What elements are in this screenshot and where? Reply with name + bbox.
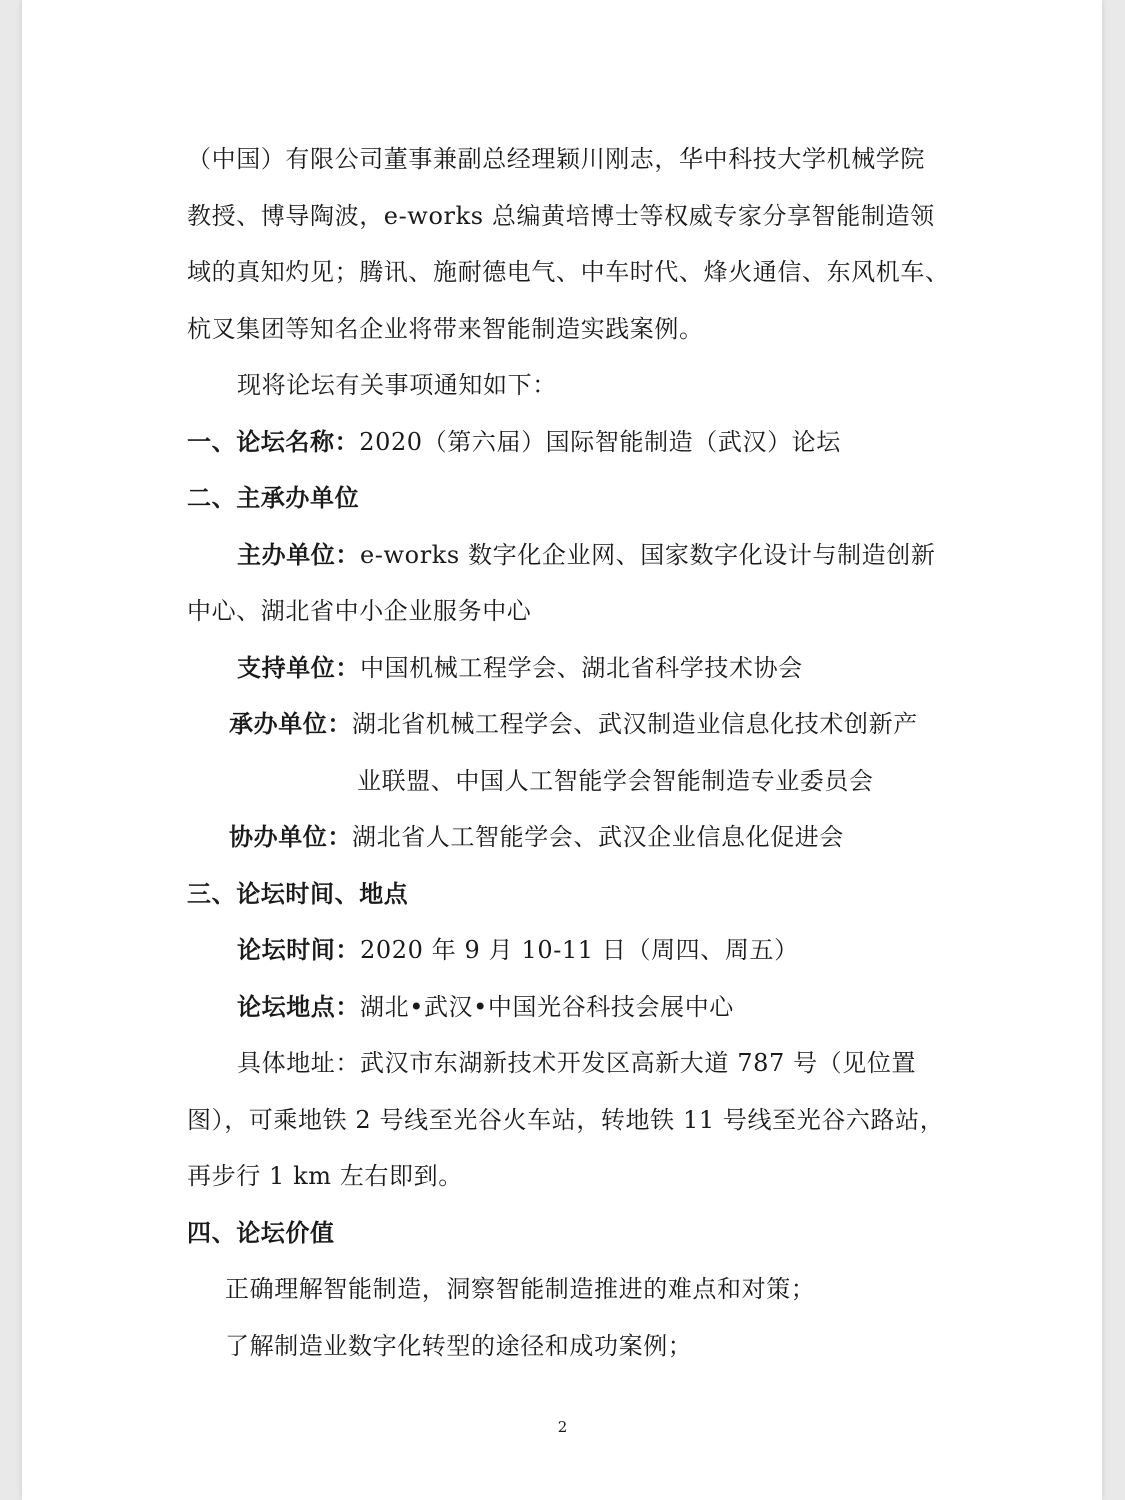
- support-text: 中国机械工程学会、湖北省科学技术协会: [360, 654, 803, 682]
- host-text: e-works 数字化企业网、国家数字化设计与制造创新: [360, 541, 936, 569]
- intro-line-1: （中国）有限公司董事兼副总经理颖川刚志，华中科技大学机械学院: [187, 145, 925, 173]
- address-line-1: 具体地址：武汉市东湖新技术开发区高新大道 787 号（见位置: [237, 1049, 917, 1077]
- section-1-row: [187, 422, 841, 462]
- page-number: 2: [557, 1418, 568, 1436]
- host-text-cont: 中心、湖北省中小企业服务中心: [187, 597, 532, 625]
- section-3-heading: 三、论坛时间、地点: [187, 879, 409, 908]
- address-line-3: 再步行 1 km 左右即到。: [187, 1162, 463, 1190]
- place-text: 湖北•武汉•中国光谷科技会展中心: [360, 993, 734, 1021]
- host-row: [237, 535, 935, 575]
- place-label: 论坛地点：: [237, 992, 360, 1021]
- section-1-heading: 一、论坛名称：: [187, 427, 360, 456]
- intro-line-3: 域的真知灼见；腾讯、施耐德电气、中车时代、烽火通信、东风机车、: [187, 258, 950, 286]
- value-item-2: 了解制造业数字化转型的途径和成功案例；: [225, 1332, 693, 1360]
- organizer-text: 湖北省机械工程学会、武汉制造业信息化技术创新产: [352, 710, 918, 738]
- place-row: [237, 987, 734, 1027]
- support-row: [237, 648, 803, 688]
- organizer-text-cont: 业联盟、中国人工智能学会智能制造专业委员会: [357, 767, 874, 795]
- section-4-heading: 四、论坛价值: [187, 1218, 335, 1247]
- time-row: [237, 930, 799, 970]
- time-label: 论坛时间：: [237, 935, 360, 964]
- support-label: 支持单位：: [237, 653, 360, 682]
- address-line-2: 图），可乘地铁 2 号线至光谷火车站，转地铁 11 号线至光谷六路站，: [187, 1106, 945, 1134]
- intro-line-4: 杭叉集团等知名企业将带来智能制造实践案例。: [187, 315, 704, 343]
- co-organizer-label: 协办单位：: [229, 822, 352, 851]
- time-text: 2020 年 9 月 10-11 日（周四、周五）: [360, 936, 799, 964]
- section-2-heading: 二、主承办单位: [187, 483, 360, 512]
- host-label: 主办单位：: [237, 540, 360, 569]
- organizer-row: [229, 704, 918, 744]
- forum-name: 2020（第六届）国际智能制造（武汉）论坛: [359, 428, 841, 456]
- co-organizer-row: [229, 817, 844, 857]
- notice-line: 现将论坛有关事项通知如下：: [237, 371, 557, 399]
- co-organizer-text: 湖北省人工智能学会、武汉企业信息化促进会: [352, 823, 844, 851]
- intro-line-2: 教授、博导陶波，e-works 总编黄培博士等权威专家分享智能制造领: [187, 202, 935, 230]
- value-item-1: 正确理解智能制造，洞察智能制造推进的难点和对策；: [225, 1275, 816, 1303]
- organizer-label: 承办单位：: [229, 709, 352, 738]
